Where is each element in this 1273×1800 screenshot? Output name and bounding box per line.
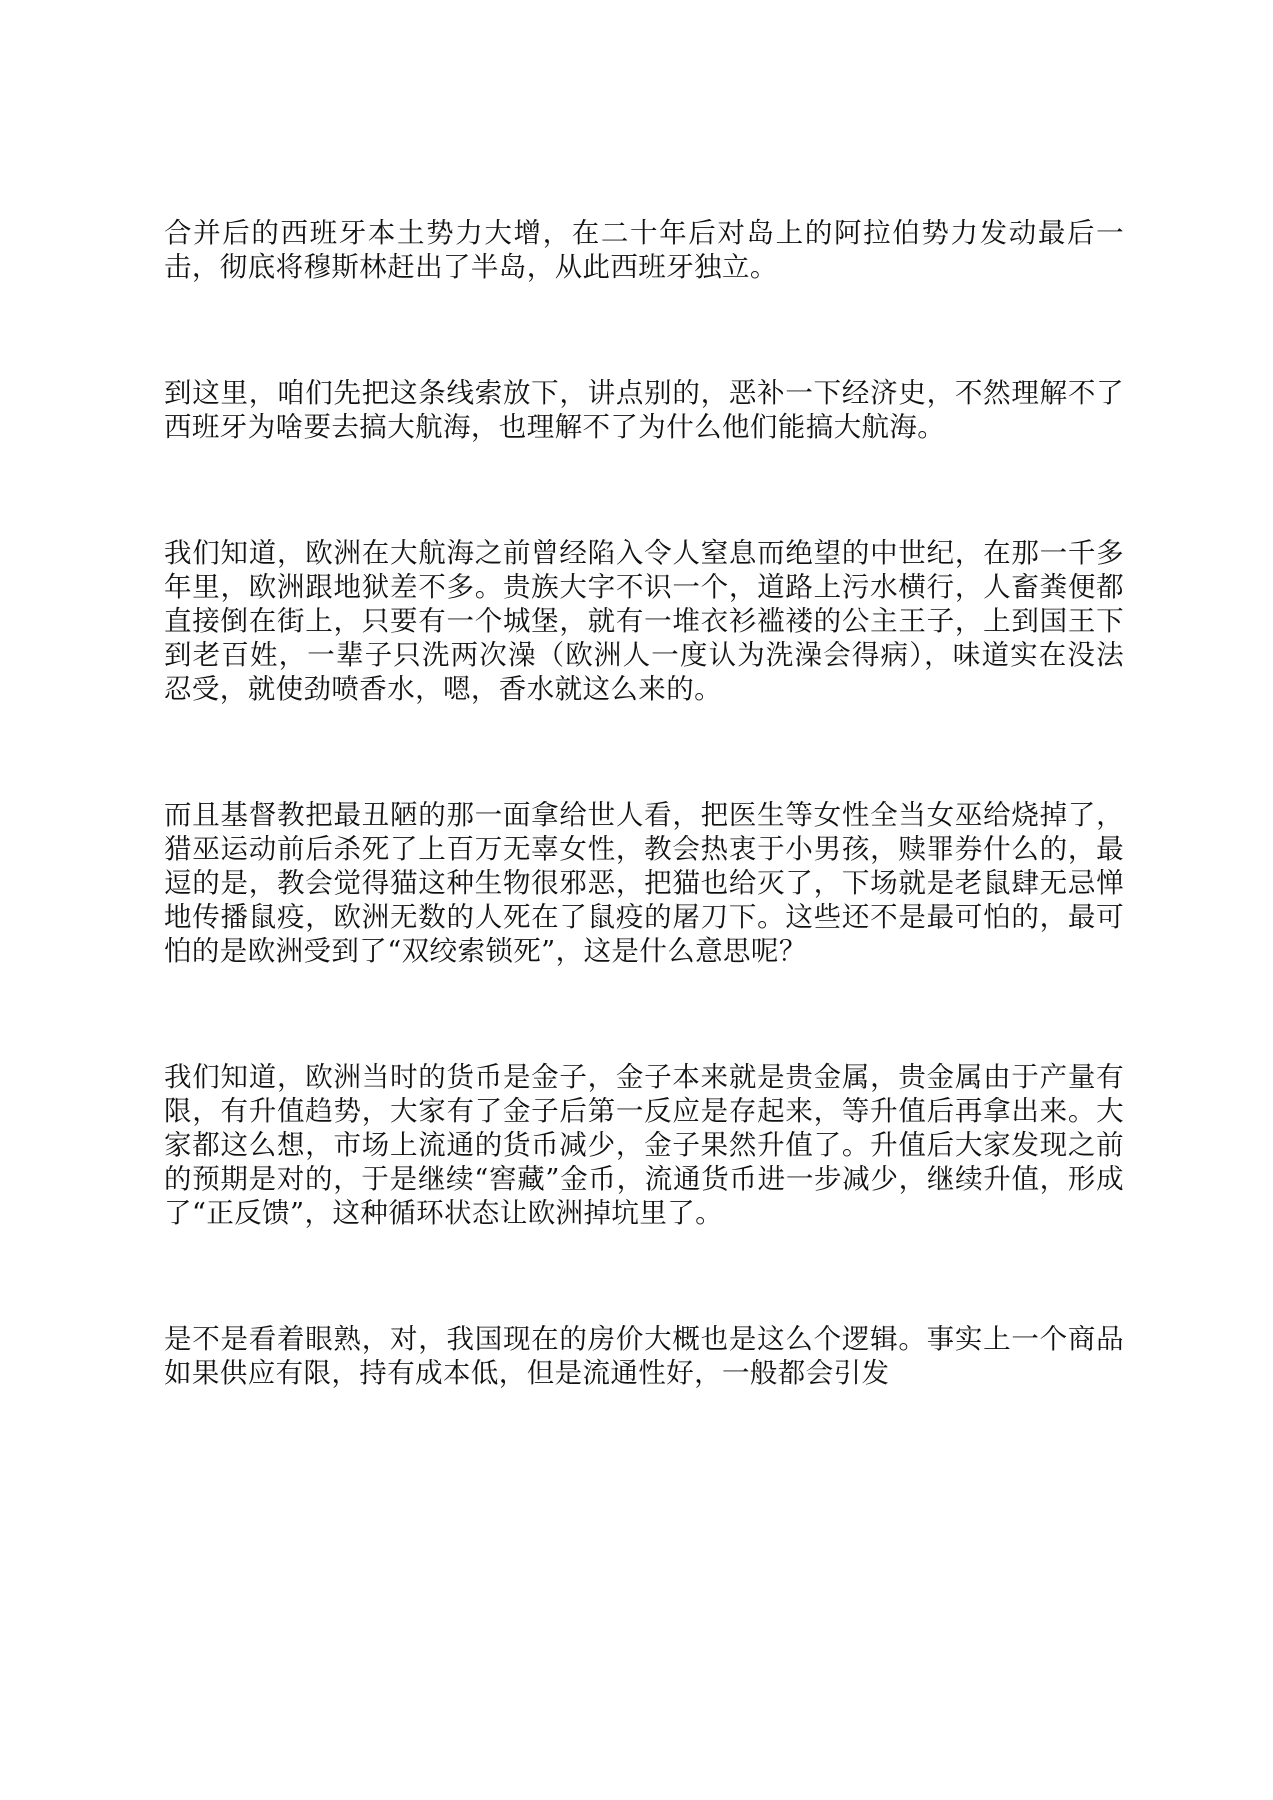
paragraph-economic-history-intro: 到这里，咱们先把这条线索放下，讲点别的，恶补一下经济史，不然理解不了西班牙为啥要去搞大航海，也理解不了为什么他们能搞大航海。 [164,377,1124,443]
paragraph-spain-independence: 合并后的西班牙本土势力大增，在二十年后对岛上的阿拉伯势力发动最后一击，彻底将穆斯林赶出了半岛，从此西班牙独立。 [164,217,1124,283]
document-body [164,216,1124,1390]
paragraph-medieval-europe: 我们知道，欧洲在大航海之前曾经陷入令人窒息而绝望的中世纪，在那一千多年里，欧洲跟地狱差不多。贵族大字不识一个，道路上污水横行，人畜粪便都直接倒在街上，只要有一个城堡，就有一堆衣衫褴褛的公主王子，上到国王下到老百姓，一辈子只洗两次澡（欧洲人一度认为洗澡会得病），味道实在没法忍受，就使劲喷香水，嗯，香水就这么来的。 [164,537,1124,705]
paragraph-church-and-plague: 而且基督教把最丑陋的那一面拿给世人看，把医生等女性全当女巫给烧掉了，猎巫运动前后杀死了上百万无辜女性，教会热衷于小男孩，赎罪券什么的，最逗的是，教会觉得猫这种生物很邪恶，把猫也给灭了，下场就是老鼠肆无忌惮地传播鼠疫，欧洲无数的人死在了鼠疫的屠刀下。这些还不是最可怕的，最可怕的是欧洲受到了“双绞索锁死”，这是什么意思呢？ [164,799,1124,967]
paragraph-housing-analogy: 是不是看着眼熟，对，我国现在的房价大概也是这么个逻辑。事实上一个商品如果供应有限，持有成本低，但是流通性好，一般都会引发 [164,1323,1124,1389]
paragraph-gold-currency: 我们知道，欧洲当时的货币是金子，金子本来就是贵金属，贵金属由于产量有限，有升值趋势，大家有了金子后第一反应是存起来，等升值后再拿出来。大家都这么想，市场上流通的货币减少，金子果然升值了。升值后大家发现之前的预期是对的，于是继续“窖藏”金币，流通货币进一步减少，继续升值，形成了“正反馈”，这种循环状态让欧洲掉坑里了。 [164,1061,1124,1229]
